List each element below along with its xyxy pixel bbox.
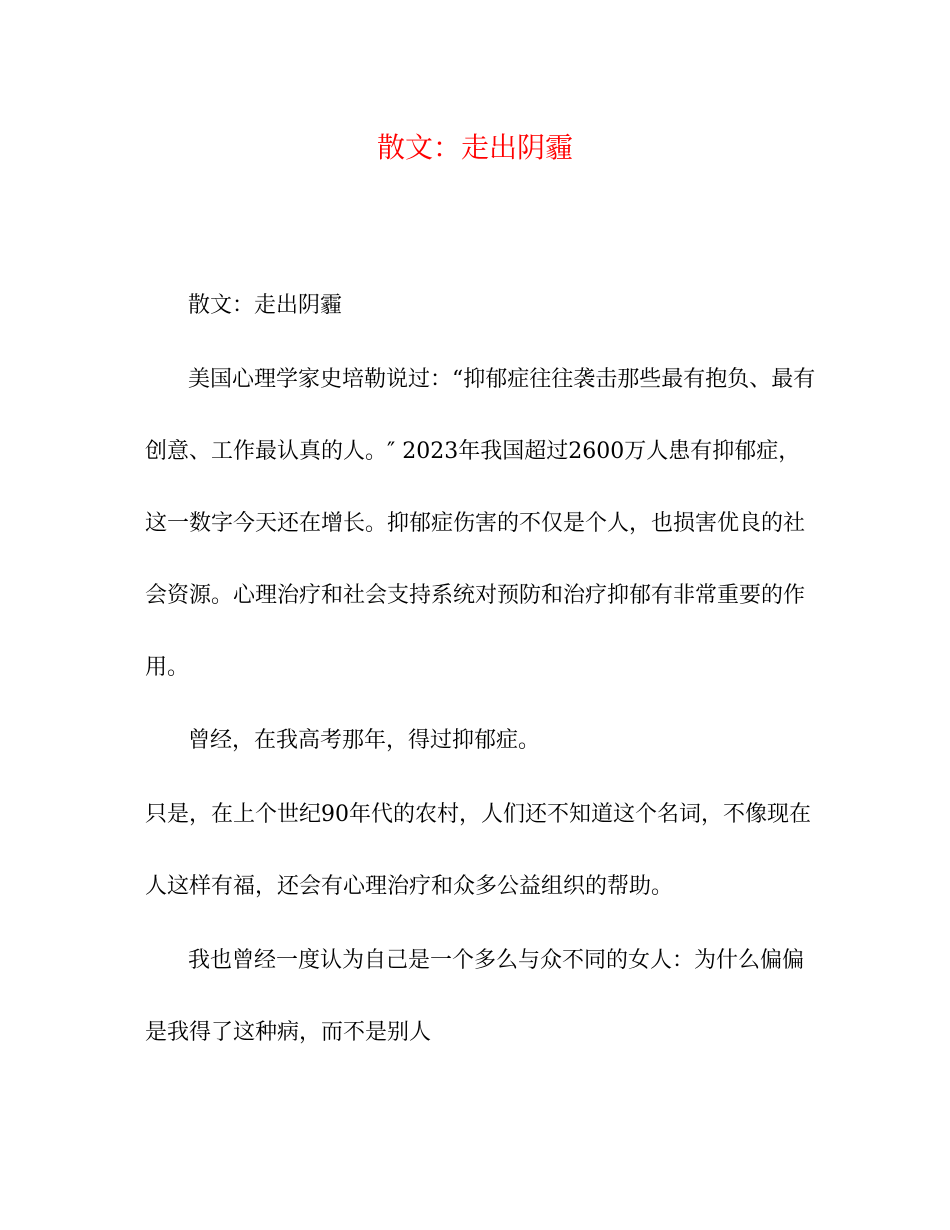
body-line: 散文：走出阴霾 — [188, 293, 343, 318]
body-line: 这一数字今天还在增长。抑郁症伤害的不仅是个人，也损害优良的社 — [145, 511, 806, 536]
body-line: 人这样有福，还会有心理治疗和众多公益组织的帮助。 — [145, 874, 674, 899]
body-line: 我也曾经一度认为自己是一个多么与众不同的女人：为什么偏偏 — [188, 948, 805, 973]
body-line: 美国心理学家史培勒说过：“抑郁症往往袭击那些最有抱负、最有 — [188, 367, 816, 392]
body-line: 是我得了这种病，而不是别人 — [145, 1020, 432, 1045]
body-line: 曾经，在我高考那年，得过抑郁症。 — [188, 728, 541, 753]
body-line: 创意、工作最认真的人。″ 2023年我国超过2600万人患有抑郁症， — [145, 439, 801, 464]
body-line: 用。 — [145, 655, 190, 680]
body-line: 只是，在上个世纪90年代的农村，人们还不知道这个名词，不像现在 — [145, 802, 811, 827]
body-line: 会资源。心理治疗和社会支持系统对预防和治疗抑郁有非常重要的作 — [145, 583, 806, 608]
document-title: 散文：走出阴霾 — [376, 131, 573, 164]
